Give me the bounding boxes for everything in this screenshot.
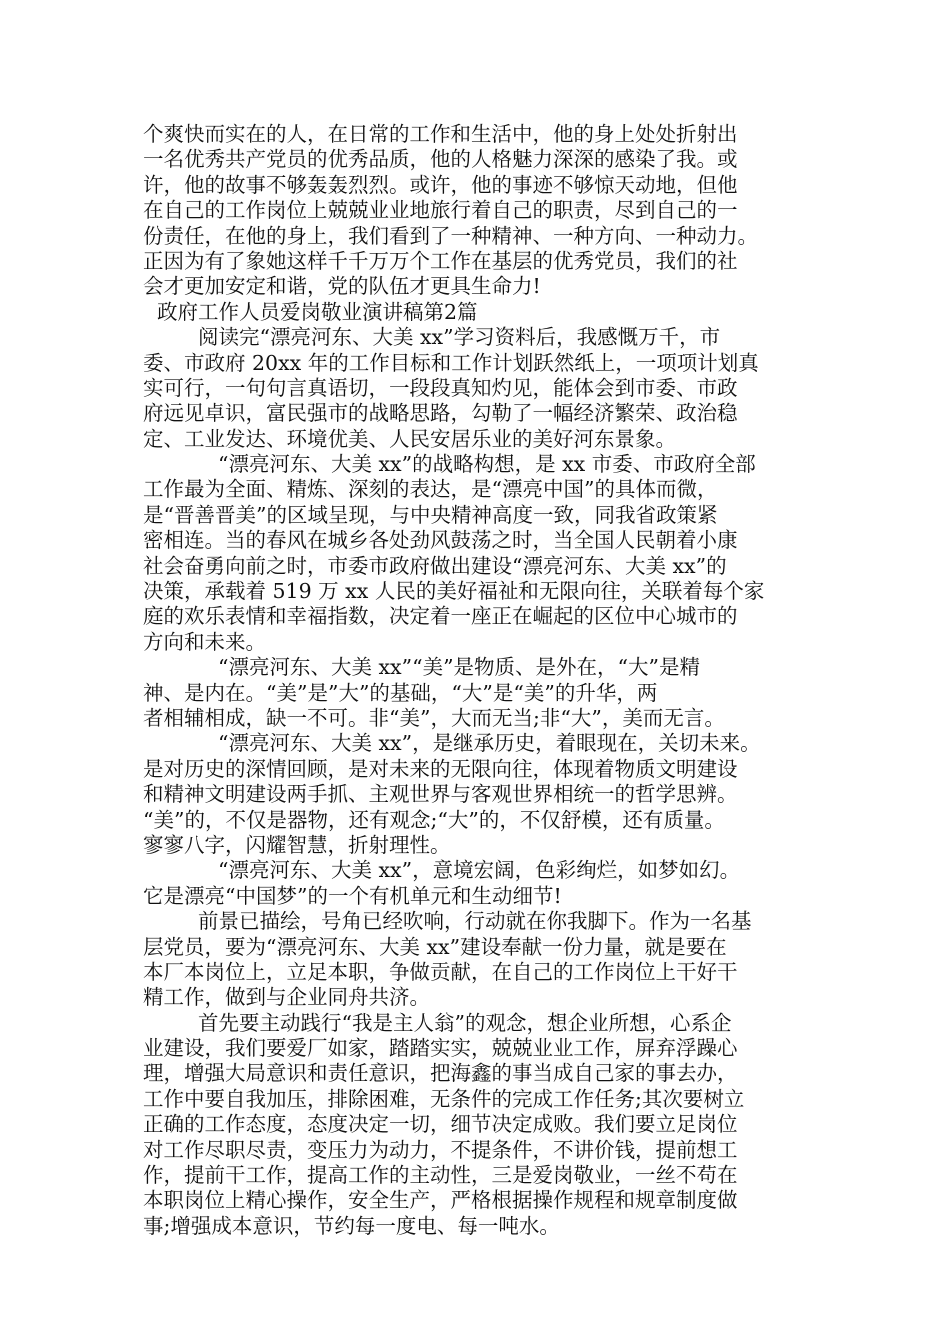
text-line: 在自己的工作岗位上兢兢业业地旅行着自己的职责，尽到自己的一 <box>143 198 738 223</box>
text-line: 府远见卓识，富民强市的战略思路，勾勒了一幅经济繁荣、政治稳 <box>143 401 738 426</box>
text-line: 份责任，在他的身上，我们看到了一种精神、一种方向、一种动力。 <box>143 223 758 248</box>
text-line: 精工作，做到与企业同舟共济。 <box>143 985 430 1010</box>
text-line: 个爽快而实在的人，在日常的工作和生活中，他的身上处处折射出 <box>143 122 738 146</box>
text-line: 社会奋勇向前之时，市委市政府做出建设“漂亮河东、大美 xx”的 <box>143 553 727 578</box>
text-line: 对工作尽职尽责，变压力为动力，不提条件，不讲价钱，提前想工 <box>143 1137 738 1162</box>
paragraph-3 <box>143 655 833 731</box>
text-line: 正因为有了象她这样千千万万个工作在基层的优秀党员，我们的社 <box>143 248 738 273</box>
text-line: 和精神文明建设两手抓、主观世界与客观世界相统一的哲学思辨。 <box>143 782 738 807</box>
text-line: 它是漂亮“中国梦”的一个有机单元和生动细节! <box>143 883 562 908</box>
text-line: 作，提前干工作，提高工作的主动性，三是爱岗敬业，一丝不苟在 <box>143 1163 738 1188</box>
text-line: 层党员，要为“漂亮河东、大美 xx”建设奉献一份力量，就是要在 <box>143 934 727 959</box>
text-line: 会才更加安定和谐，党的队伍才更具生命力! <box>143 274 541 299</box>
text-line: 神、是内在。“美”是”大”的基础，“大”是“美”的升华，两 <box>143 680 658 705</box>
text-line: 本职岗位上精心操作，安全生产，严格根据操作规程和规章制度做 <box>143 1188 738 1213</box>
paragraph-5 <box>143 858 833 909</box>
text-line: 事;增强成本意识，节约每一度电、每一吨水。 <box>143 1213 560 1238</box>
paragraph-4 <box>143 731 833 858</box>
intro-paragraph <box>143 122 833 300</box>
text-line: 许，他的故事不够轰轰烈烈。或许，他的事迹不够惊天动地，但他 <box>143 172 738 197</box>
text-line: 工作中要自我加压，排除困难，无条件的完成工作任务;其次要树立 <box>143 1086 745 1111</box>
paragraph-7 <box>143 1011 833 1240</box>
text-line: 决策，承载着 519 万 xx 人民的美好福祉和无限向往，关联着每个家 <box>143 579 765 604</box>
text-line: “漂亮河东、大美 xx”，是继承历史，着眼现在，关切未来。 <box>218 731 761 756</box>
text-line: 方向和未来。 <box>143 629 266 654</box>
document-page <box>143 122 833 1239</box>
text-line: 是“晋善晋美”的区域呈现，与中央精神高度一致，同我省政策紧 <box>143 502 718 527</box>
text-line: 理，增强大局意识和责任意识，把海鑫的事当成自己家的事去办， <box>143 1061 738 1086</box>
text-line: 是对历史的深情回顾，是对未来的无限向往，体现着物质文明建设 <box>143 756 738 781</box>
text-line: “漂亮河东、大美 xx”“美”是物质、是外在，“大”是精 <box>218 655 701 680</box>
text-line: 正确的工作态度，态度决定一切，细节决定成败。我们要立足岗位 <box>143 1112 738 1137</box>
paragraph-6 <box>143 909 833 1011</box>
text-line: 实可行，一句句言真语切，一段段真知灼见，能体会到市委、市政 <box>143 375 738 400</box>
text-line: 委、市政府 20xx 年的工作目标和工作计划跃然纸上，一项项计划真 <box>143 350 759 375</box>
text-line: 庭的欢乐表情和幸福指数，决定着一座正在崛起的区位中心城市的 <box>143 604 738 629</box>
paragraph-2 <box>143 452 833 655</box>
text-line: 阅读完“漂亮河东、大美 xx”学习资料后，我感慨万千，市 <box>198 325 721 350</box>
text-line: “漂亮河东、大美 xx”，意境宏阔，色彩绚烂，如梦如幻。 <box>218 858 741 883</box>
text-line: “漂亮河东、大美 xx”的战略构想，是 xx 市委、市政府全部 <box>218 452 756 477</box>
text-line: 本厂本岗位上，立足本职，争做贡献，在自己的工作岗位上干好干 <box>143 959 738 984</box>
text-line: 密相连。当的春风在城乡各处劲风鼓荡之时，当全国人民朝着小康 <box>143 528 738 553</box>
text-line: 定、工业发达、环境优美、人民安居乐业的美好河东景象。 <box>143 426 676 451</box>
section-title: 政府工作人员爱岗敬业演讲稿第2篇 <box>157 299 478 324</box>
paragraph-1 <box>143 325 833 452</box>
text-line: “美”的，不仅是器物，还有观念;“大”的，不仅舒模，还有质量。 <box>143 807 725 832</box>
text-line: 前景已描绘，号角已经吹响，行动就在你我脚下。作为一名基 <box>198 909 752 934</box>
text-line: 首先要主动践行“我是主人翁”的观念，想企业所想，心系企 <box>198 1010 732 1035</box>
text-line: 一名优秀共产党员的优秀品质，他的人格魅力深深的感染了我。或 <box>143 147 738 172</box>
text-line: 工作最为全面、精炼、深刻的表达，是“漂亮中国”的具体而微， <box>143 477 718 502</box>
text-line: 业建设，我们要爱厂如家，踏踏实实，兢兢业业工作，屏弃浮躁心 <box>143 1036 738 1061</box>
text-line: 者相辅相成，缺一不可。非“美”，大而无当;非“大”，美而无言。 <box>143 705 725 730</box>
text-line: 寥寥八字，闪耀智慧，折射理性。 <box>143 832 451 857</box>
